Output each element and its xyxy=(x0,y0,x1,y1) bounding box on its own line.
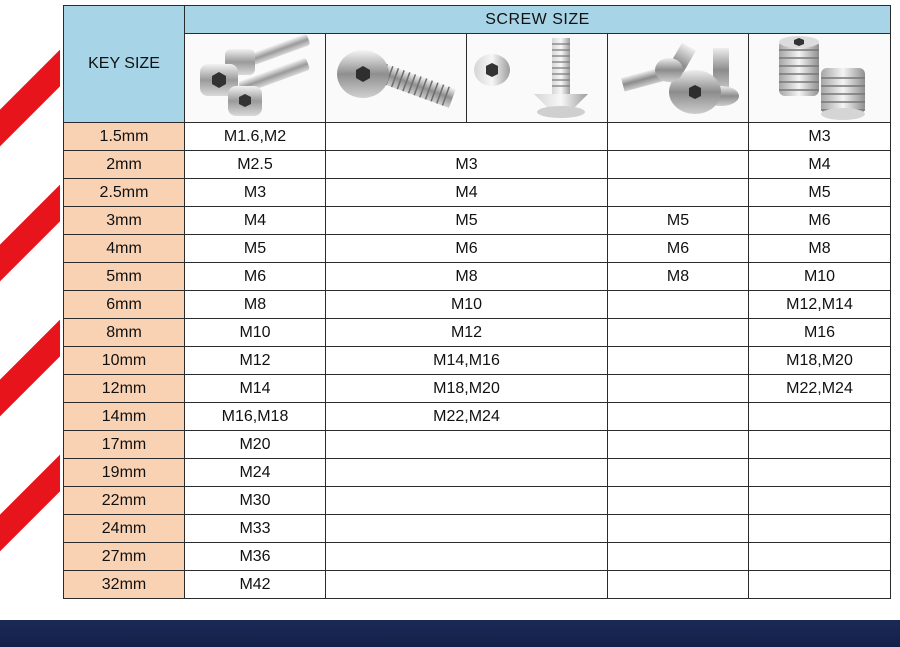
table-row xyxy=(64,235,891,263)
socket-cap-size-cell: M4 xyxy=(185,207,326,235)
button-countersunk-size-cell: M10 xyxy=(326,291,608,319)
flange-size-cell xyxy=(608,459,749,487)
set-screw-size-cell xyxy=(749,571,891,599)
flange-size-cell xyxy=(608,319,749,347)
key-size-header: KEY SIZE xyxy=(64,6,185,123)
flange-size-cell xyxy=(608,515,749,543)
table-row xyxy=(64,487,891,515)
button-countersunk-size-cell xyxy=(326,571,608,599)
table-body xyxy=(64,123,891,599)
table-row xyxy=(64,459,891,487)
key-size-cell: 2.5mm xyxy=(64,179,185,207)
key-size-cell: 17mm xyxy=(64,431,185,459)
key-size-cell: 24mm xyxy=(64,515,185,543)
table-row xyxy=(64,347,891,375)
key-size-cell: 6mm xyxy=(64,291,185,319)
set-screw-size-cell: M22,M24 xyxy=(749,375,891,403)
button-countersunk-size-cell: M22,M24 xyxy=(326,403,608,431)
set-screw-size-cell xyxy=(749,515,891,543)
button-countersunk-size-cell xyxy=(326,515,608,543)
countersunk-screw-image xyxy=(467,34,608,123)
socket-cap-size-cell: M30 xyxy=(185,487,326,515)
set-screw-size-cell xyxy=(749,403,891,431)
socket-head-cap-screws-image xyxy=(185,34,326,123)
table-row xyxy=(64,571,891,599)
table-row xyxy=(64,403,891,431)
set-screw-size-cell xyxy=(749,487,891,515)
socket-cap-size-cell: M3 xyxy=(185,179,326,207)
table-row xyxy=(64,151,891,179)
key-size-cell: 27mm xyxy=(64,543,185,571)
key-size-cell: 12mm xyxy=(64,375,185,403)
red-stripe xyxy=(0,453,60,563)
flange-size-cell xyxy=(608,543,749,571)
socket-cap-size-cell: M20 xyxy=(185,431,326,459)
set-screw-size-cell xyxy=(749,543,891,571)
button-countersunk-size-cell xyxy=(326,543,608,571)
screw-size-header: SCREW SIZE xyxy=(185,6,891,34)
button-countersunk-size-cell xyxy=(326,459,608,487)
flange-size-cell xyxy=(608,151,749,179)
set-screw-size-cell: M5 xyxy=(749,179,891,207)
key-size-cell: 1.5mm xyxy=(64,123,185,151)
table-row xyxy=(64,207,891,235)
key-size-cell: 4mm xyxy=(64,235,185,263)
flange-size-cell xyxy=(608,179,749,207)
socket-cap-size-cell: M10 xyxy=(185,319,326,347)
socket-cap-size-cell: M36 xyxy=(185,543,326,571)
button-countersunk-size-cell: M18,M20 xyxy=(326,375,608,403)
key-size-table xyxy=(63,5,891,599)
set-screw-size-cell: M10 xyxy=(749,263,891,291)
decorative-red-stripes xyxy=(0,0,60,620)
red-stripe xyxy=(0,48,60,158)
flange-button-head-screw-icon xyxy=(613,34,743,122)
flange-size-cell xyxy=(608,291,749,319)
flange-size-cell xyxy=(608,123,749,151)
set-screw-size-cell: M3 xyxy=(749,123,891,151)
set-screw-size-cell: M16 xyxy=(749,319,891,347)
table-header-row xyxy=(64,6,891,34)
set-screw-size-cell: M4 xyxy=(749,151,891,179)
socket-cap-size-cell: M1.6,M2 xyxy=(185,123,326,151)
key-size-cell: 8mm xyxy=(64,319,185,347)
key-size-cell: 2mm xyxy=(64,151,185,179)
button-countersunk-size-cell: M5 xyxy=(326,207,608,235)
key-size-cell: 5mm xyxy=(64,263,185,291)
socket-cap-size-cell: M6 xyxy=(185,263,326,291)
key-size-cell: 10mm xyxy=(64,347,185,375)
button-head-screw-image xyxy=(326,34,467,123)
button-countersunk-size-cell: M12 xyxy=(326,319,608,347)
flange-size-cell xyxy=(608,403,749,431)
key-size-cell: 19mm xyxy=(64,459,185,487)
socket-cap-size-cell: M12 xyxy=(185,347,326,375)
table-row xyxy=(64,263,891,291)
key-size-cell: 32mm xyxy=(64,571,185,599)
socket-cap-size-cell: M42 xyxy=(185,571,326,599)
socket-cap-size-cell: M16,M18 xyxy=(185,403,326,431)
socket-head-cap-screws-icon xyxy=(190,34,320,122)
flange-size-cell: M6 xyxy=(608,235,749,263)
set-screw-size-cell: M8 xyxy=(749,235,891,263)
button-countersunk-size-cell: M3 xyxy=(326,151,608,179)
button-countersunk-size-cell: M8 xyxy=(326,263,608,291)
flange-size-cell xyxy=(608,347,749,375)
flange-size-cell: M8 xyxy=(608,263,749,291)
key-size-cell: 3mm xyxy=(64,207,185,235)
red-stripe xyxy=(0,183,60,293)
button-countersunk-size-cell: M6 xyxy=(326,235,608,263)
button-countersunk-size-cell xyxy=(326,431,608,459)
socket-cap-size-cell: M2.5 xyxy=(185,151,326,179)
button-head-screw-icon xyxy=(331,34,461,122)
bottom-band xyxy=(0,620,900,647)
set-screw-size-cell xyxy=(749,459,891,487)
set-screw-image xyxy=(749,34,891,123)
image-row xyxy=(64,34,891,123)
socket-cap-size-cell: M24 xyxy=(185,459,326,487)
set-screw-icon xyxy=(755,34,885,122)
socket-cap-size-cell: M8 xyxy=(185,291,326,319)
key-size-cell: 22mm xyxy=(64,487,185,515)
flange-size-cell xyxy=(608,431,749,459)
button-countersunk-size-cell xyxy=(326,487,608,515)
set-screw-size-cell: M6 xyxy=(749,207,891,235)
button-countersunk-size-cell: M14,M16 xyxy=(326,347,608,375)
flange-size-cell: M5 xyxy=(608,207,749,235)
countersunk-flat-head-screw-icon xyxy=(472,34,602,122)
table-row xyxy=(64,319,891,347)
button-countersunk-size-cell: M4 xyxy=(326,179,608,207)
table-row xyxy=(64,431,891,459)
socket-cap-size-cell: M5 xyxy=(185,235,326,263)
set-screw-size-cell: M12,M14 xyxy=(749,291,891,319)
table-row xyxy=(64,515,891,543)
key-size-cell: 14mm xyxy=(64,403,185,431)
set-screw-size-cell xyxy=(749,431,891,459)
button-countersunk-size-cell xyxy=(326,123,608,151)
table-row xyxy=(64,179,891,207)
red-stripe xyxy=(0,318,60,428)
table-row xyxy=(64,375,891,403)
flange-size-cell xyxy=(608,571,749,599)
set-screw-size-cell: M18,M20 xyxy=(749,347,891,375)
table-row xyxy=(64,123,891,151)
flange-size-cell xyxy=(608,487,749,515)
socket-cap-size-cell: M14 xyxy=(185,375,326,403)
table-row xyxy=(64,543,891,571)
socket-cap-size-cell: M33 xyxy=(185,515,326,543)
flange-size-cell xyxy=(608,375,749,403)
table-row xyxy=(64,291,891,319)
flange-button-head-screw-image xyxy=(608,34,749,123)
